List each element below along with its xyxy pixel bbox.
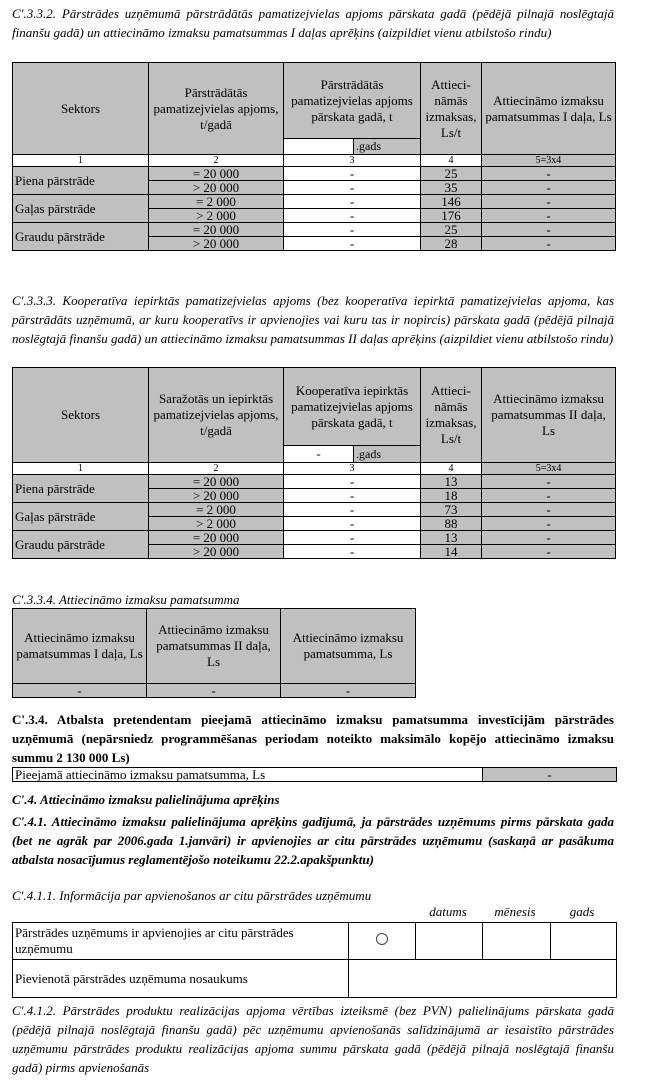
range-cell: > 20 000 bbox=[149, 489, 284, 503]
header-sector: Sektors bbox=[13, 63, 149, 155]
col-number: 3 bbox=[284, 155, 421, 167]
col-number: 4 bbox=[421, 463, 482, 475]
year-label: .gads bbox=[354, 139, 421, 155]
col-number: 2 bbox=[149, 155, 284, 167]
merge-year-input[interactable] bbox=[551, 923, 617, 960]
range-cell: > 20 000 bbox=[149, 181, 284, 195]
header-part: Attiecināmo izmaksu pamatsummas II daļa, Ls bbox=[482, 368, 616, 463]
range-cell: > 2 000 bbox=[149, 209, 284, 223]
volume-cell[interactable]: - bbox=[284, 195, 421, 209]
volume-cell[interactable]: - bbox=[284, 209, 421, 223]
volume-cell[interactable]: - bbox=[284, 167, 421, 181]
section-caption-3-3-3: C'.3.3.3. Kooperatīva iepirktās pamatizejvielas apjoms (bez kooperatīva iepirktā pamatizejvielas apjoma, kas pārstrādāts uzņēmumā, ar kuru kooperatīvs ir apvienojies vai kuru tas ir nopircis) pārskata gadā (pēdējā pilnajā noslēgtajā finanšu gadā) un attiecināmo izmaksu pamatsummas II daļas aprēķins (aizpildiet vienu atbilstošo rindu) bbox=[12, 293, 614, 346]
part-cell: - bbox=[482, 531, 616, 545]
table-processed-volume bbox=[12, 62, 616, 251]
header-volume: Saražotās un iepirktās pamatizejvielas apjoms, t/gadā bbox=[149, 368, 284, 463]
available-sum-value: - bbox=[483, 768, 617, 782]
part-cell: - bbox=[482, 181, 616, 195]
section-subtitle-4-1: C'.4.1. Attiecināmo izmaksu palielinājuma aprēķins gadījumā, ja pārstrādes uzņēmums pirms pārskata gada (bet ne agrāk par 2006.gada 1.janvāri) ir apvienojies ar citu pārstrādes uzņēmumu (saskaņā ar pasākuma atbalsta nosacījumus reglamentējošo noteikumu 22.2.apakšpunktu) bbox=[12, 814, 614, 867]
part-cell: - bbox=[482, 223, 616, 237]
table-merger-info bbox=[12, 922, 617, 998]
volume-cell[interactable]: - bbox=[284, 503, 421, 517]
volume-cell[interactable]: - bbox=[284, 475, 421, 489]
range-cell: > 2 000 bbox=[149, 517, 284, 531]
date-label-year: gads bbox=[569, 904, 595, 919]
header-volume: Pārstrādātās pamatizejvielas apjoms, t/gadā bbox=[149, 63, 284, 155]
volume-cell[interactable]: - bbox=[284, 517, 421, 531]
sector-label: Gaļas pārstrāde bbox=[13, 503, 149, 531]
part-cell: - bbox=[482, 195, 616, 209]
value-total: - bbox=[281, 684, 416, 698]
value-part-1: - bbox=[13, 684, 147, 698]
col-number: 2 bbox=[149, 463, 284, 475]
table-cooperative-volume bbox=[12, 367, 616, 559]
range-cell: = 20 000 bbox=[149, 475, 284, 489]
part-cell: - bbox=[482, 503, 616, 517]
table-base-sum bbox=[12, 608, 416, 698]
header-year-volume: Kooperatīva iepirktās pamatizejvielas apjoms pārskata gadā, t bbox=[284, 368, 421, 446]
year-input[interactable]: - bbox=[284, 446, 354, 463]
section-caption-4-1-1: C'.4.1.1. Informācija par apvienošanos ar citu pārstrādes uzņēmumu bbox=[12, 888, 372, 903]
part-cell: - bbox=[482, 237, 616, 251]
col-number: 1 bbox=[13, 463, 149, 475]
merged-company-name-input[interactable] bbox=[349, 960, 617, 998]
sector-label: Piena pārstrāde bbox=[13, 167, 149, 195]
cost-cell: 13 bbox=[421, 531, 482, 545]
header-total: Attiecināmo izmaksu pamatsumma, Ls bbox=[281, 609, 416, 684]
range-cell: = 2 000 bbox=[149, 195, 284, 209]
range-cell: = 2 000 bbox=[149, 503, 284, 517]
cost-cell: 13 bbox=[421, 475, 482, 489]
merged-radio[interactable] bbox=[349, 923, 416, 960]
volume-cell[interactable]: - bbox=[284, 223, 421, 237]
part-cell: - bbox=[482, 517, 616, 531]
part-cell: - bbox=[482, 545, 616, 559]
header-part-1: Attiecināmo izmaksu pamatsummas I daļa, Ls bbox=[13, 609, 147, 684]
cost-cell: 35 bbox=[421, 181, 482, 195]
sector-label: Graudu pārstrāde bbox=[13, 531, 149, 559]
header-costs: Attieci-nāmās izmaksas, Ls/t bbox=[421, 63, 482, 155]
value-part-2: - bbox=[147, 684, 281, 698]
col-number: 5=3x4 bbox=[482, 155, 616, 167]
merge-day-input[interactable] bbox=[416, 923, 483, 960]
part-cell: - bbox=[482, 475, 616, 489]
volume-cell[interactable]: - bbox=[284, 237, 421, 251]
date-label-month: mēnesis bbox=[494, 904, 536, 919]
section-caption-3-3-4: C'.3.3.4. Attiecināmo izmaksu pamatsumma bbox=[12, 592, 240, 607]
cost-cell: 176 bbox=[421, 209, 482, 223]
sector-label: Gaļas pārstrāde bbox=[13, 195, 149, 223]
merge-month-input[interactable] bbox=[483, 923, 551, 960]
header-part: Attiecināmo izmaksu pamatsummas I daļa, Ls bbox=[482, 63, 616, 155]
volume-cell[interactable]: - bbox=[284, 489, 421, 503]
range-cell: = 20 000 bbox=[149, 223, 284, 237]
part-cell: - bbox=[482, 167, 616, 181]
section-caption-4-1-2: C'.4.1.2. Pārstrādes produktu realizācijas apjoma vērtības izteiksmē (bez PVN) palielinājums pārskata gadā (pēdējā pilnajā noslēgtajā finanšu gadā) pēc uzņēmumu apvienošanās salīdzinājumā ar iesaistīto pārstrādes uzņēmumu pārstrādes produktu realizācijas apjoma summu pārskata gadā (pēdējā pilnajā noslēgtajā finanšu gadā) pirms apvienošanās bbox=[12, 1003, 614, 1075]
header-sector: Sektors bbox=[13, 368, 149, 463]
col-number: 5=3x4 bbox=[482, 463, 616, 475]
header-part-2: Attiecināmo izmaksu pamatsummas II daļa, Ls bbox=[147, 609, 281, 684]
merged-label: Pārstrādes uzņēmums ir apvienojies ar citu pārstrādes uzņēmumu bbox=[13, 923, 349, 960]
date-label-day: datums bbox=[429, 904, 467, 919]
year-input[interactable] bbox=[284, 139, 354, 155]
table-available-sum bbox=[12, 767, 617, 782]
available-sum-label: Pieejamā attiecināmo izmaksu pamatsumma, Ls bbox=[13, 768, 483, 782]
cost-cell: 18 bbox=[421, 489, 482, 503]
cost-cell: 25 bbox=[421, 167, 482, 181]
volume-cell[interactable]: - bbox=[284, 531, 421, 545]
section-caption-3-3-2: C'.3.3.2. Pārstrādes uzņēmumā pārstrādātās pamatizejvielas apjoms pārskata gadā (pēdējā pilnajā noslēgtajā finanšu gadā) un attiecināmo izmaksu pamatsummas I daļas aprēķins (aizpildiet vienu atbilstošo rindu) bbox=[12, 6, 614, 40]
part-cell: - bbox=[482, 209, 616, 223]
cost-cell: 88 bbox=[421, 517, 482, 531]
cost-cell: 73 bbox=[421, 503, 482, 517]
header-year-volume: Pārstrādātās pamatizejvielas apjoms pārskata gadā, t bbox=[284, 63, 421, 139]
volume-cell[interactable]: - bbox=[284, 545, 421, 559]
range-cell: > 20 000 bbox=[149, 545, 284, 559]
cost-cell: 146 bbox=[421, 195, 482, 209]
part-cell: - bbox=[482, 489, 616, 503]
cost-cell: 14 bbox=[421, 545, 482, 559]
radio-icon[interactable] bbox=[376, 933, 388, 945]
cost-cell: 28 bbox=[421, 237, 482, 251]
col-number: 3 bbox=[284, 463, 421, 475]
cost-cell: 25 bbox=[421, 223, 482, 237]
merged-company-name-label: Pievienotā pārstrādes uzņēmuma nosaukums bbox=[13, 960, 349, 998]
col-number: 1 bbox=[13, 155, 149, 167]
col-number: 4 bbox=[421, 155, 482, 167]
sector-label: Graudu pārstrāde bbox=[13, 223, 149, 251]
header-costs: Attieci-nāmās izmaksas, Ls/t bbox=[421, 368, 482, 463]
section-caption-3-4: C'.3.4. Atbalsta pretendentam pieejamā attiecināmo izmaksu pamatsumma investīcijām pārstrādes uzņēmumā (nepārsniedz programmēšanas periodam noteikto maksimālo kopējo attiecināmo izmaksu summu 2 130 000 Ls) bbox=[12, 712, 614, 765]
range-cell: = 20 000 bbox=[149, 167, 284, 181]
sector-label: Piena pārstrāde bbox=[13, 475, 149, 503]
volume-cell[interactable]: - bbox=[284, 181, 421, 195]
range-cell: > 20 000 bbox=[149, 237, 284, 251]
range-cell: = 20 000 bbox=[149, 531, 284, 545]
section-title-4: C'.4. Attiecināmo izmaksu palielinājuma aprēķins bbox=[12, 792, 280, 807]
year-label: .gads bbox=[354, 446, 421, 463]
